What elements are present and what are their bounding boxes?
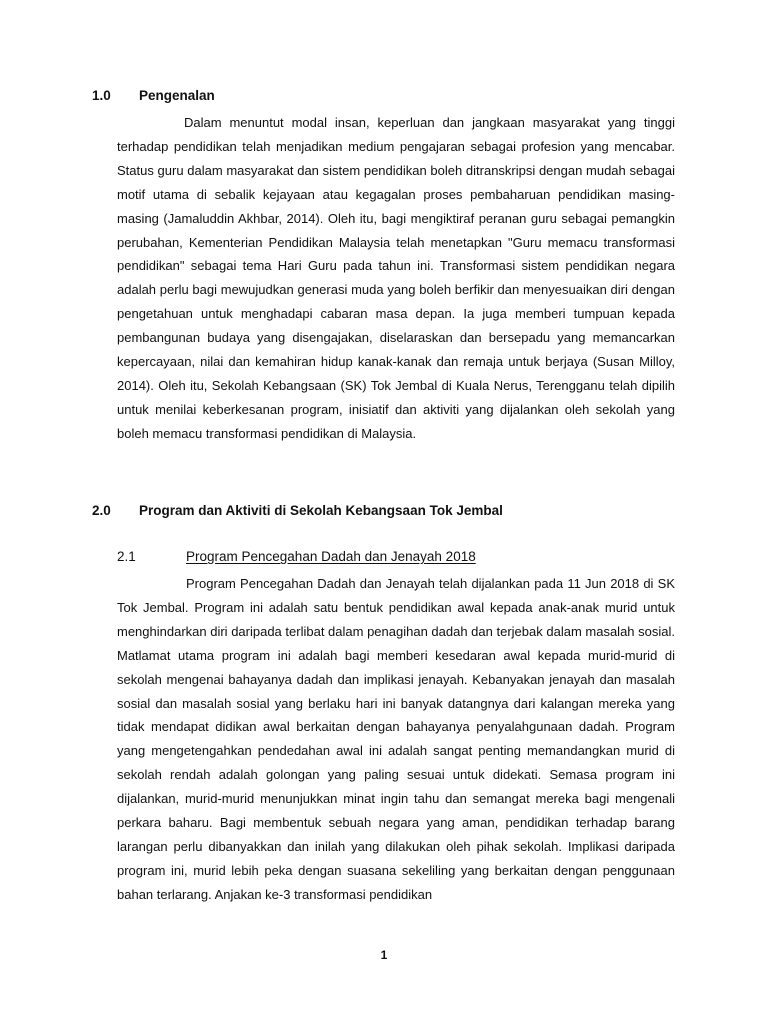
section-title: Program dan Aktiviti di Sekolah Kebangsaan Tok Jembal bbox=[139, 503, 503, 518]
subsection-number: 2.1 bbox=[117, 549, 136, 564]
subsection-title: Program Pencegahan Dadah dan Jenayah 2018 bbox=[186, 549, 476, 564]
intro-paragraph-text: Dalam menuntut modal insan, keperluan dan jangkaan masyarakat yang tinggi terhadap pendidikan telah menjadikan medium pengajaran sebagai profesion yang mencabar. Status guru dalam masyarakat dan sistem pendidikan boleh ditranskripsi dengan mudah sebagai motif utama di sebalik kejayaan atau kegagalan proses pembaharuan pendidikan masing-masing (Jamaluddin Akhbar, 2014). Oleh itu, bagi mengiktiraf peranan guru sebagai pemangkin perubahan, Kementerian Pendidikan Malaysia telah menetapkan "Guru memacu transformasi pendidikan" sebagai tema Hari Guru pada tahun ini. Transformasi sistem pendidikan negara adalah perlu bagi mewujudkan generasi muda yang boleh berfikir dan menyesuaikan diri dengan pengetahuan untuk menghadapi cabaran masa depan. Ia juga memberi tumpuan kepada pembangunan budaya yang disengajakan, diselaraskan dan bersepadu yang memancarkan kepercayaan, nilai dan kemahiran hidup kanak-kanak dan remaja untuk berjaya (Susan Milloy, 2014). Oleh itu, Sekolah Kebangsaan (SK) Tok Jembal di Kuala Nerus, Terengganu telah dipilih untuk menilai keberkesanan program, inisiatif dan aktiviti yang dijalankan oleh sekolah yang boleh memacu transformasi pendidikan di Malaysia. bbox=[117, 115, 675, 441]
section-number: 2.0 bbox=[92, 503, 111, 518]
drug-prevention-paragraph-text: Program Pencegahan Dadah dan Jenayah telah dijalankan pada 11 Jun 2018 di SK Tok Jembal. Program ini adalah satu bentuk pendidikan awal kepada anak-anak murid untuk menghindarkan diri daripada terlibat dalam penagihan dadah dan terjebak dalam masalah sosial. Matlamat utama program ini adalah bagi memberi kesedaran awal kepada murid-murid di sekolah mengenai bahayanya dadah dan implikasi jenayah. Kebanyakan jenayah dan masalah sosial dan masalah sosial yang berlaku hari ini banyak datangnya dari kalangan mereka yang tidak mendapat didikan awal berkaitan dengan bahayanya penyalahgunaan dadah. Program yang mengetengahkan pendedahan awal ini adalah sangat penting memandangkan murid di sekolah rendah adalah golongan yang paling sesuai untuk didekati. Semasa program ini dijalankan, murid-murid menunjukkan minat ingin tahu dan semangat mereka bagi mengenali perkara baharu. Bagi membentuk sebuah negara yang aman, pendidikan terhadap barang larangan perlu dibanyakkan dan inilah yang dilakukan oleh pihak sekolah. Implikasi daripada program ini, murid lebih peka dengan suasana sekeliling yang berkaitan dengan penggunaan bahan terlarang. Anjakan ke-3 transformasi pendidikan bbox=[117, 576, 675, 902]
section-number: 1.0 bbox=[92, 88, 111, 103]
section-title: Pengenalan bbox=[139, 88, 215, 103]
drug-prevention-paragraph bbox=[117, 572, 675, 907]
subsection-heading-2-1 bbox=[117, 548, 476, 566]
section-heading-1 bbox=[92, 87, 215, 105]
intro-paragraph bbox=[117, 111, 675, 446]
page-number: 1 bbox=[380, 948, 388, 962]
section-heading-2 bbox=[92, 502, 503, 520]
